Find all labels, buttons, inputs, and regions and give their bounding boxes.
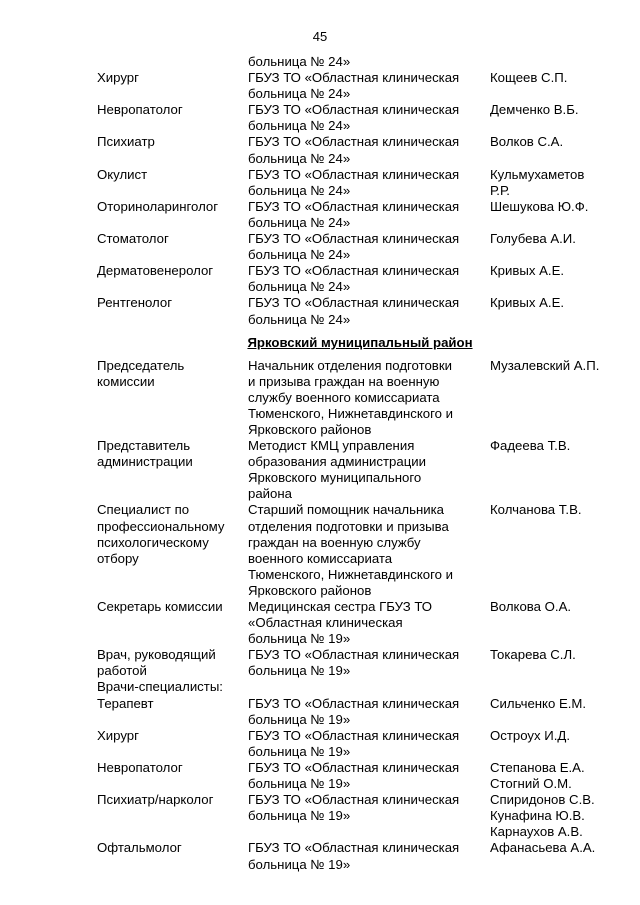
cell-line: Фадеева Т.В. bbox=[490, 438, 571, 454]
cell-line: Ярковского муниципального bbox=[248, 470, 422, 486]
cell-line: ГБУЗ ТО «Областная клиническая bbox=[248, 792, 460, 808]
cell-line: больница № 24» bbox=[248, 214, 351, 230]
cell-line: Старший помощник начальника bbox=[248, 502, 445, 518]
table-row bbox=[97, 102, 627, 134]
table-row bbox=[97, 134, 627, 166]
cell-line: ГБУЗ ТО «Областная клиническая bbox=[248, 198, 460, 214]
cell-line: образования администрации bbox=[248, 454, 426, 470]
cell-line: Офтальмолог bbox=[97, 840, 182, 856]
table-row bbox=[97, 70, 627, 102]
organization-cell bbox=[248, 696, 490, 728]
section-rows-1 bbox=[97, 54, 627, 328]
person-cell bbox=[490, 134, 627, 166]
cell-line: Тюменского, Нижнетавдинского и bbox=[248, 566, 453, 582]
organization-cell bbox=[248, 599, 490, 647]
organization-cell bbox=[248, 760, 490, 792]
role-cell bbox=[97, 263, 248, 295]
cell-line: профессиональному bbox=[97, 518, 225, 534]
cell-line: Степанова Е.А. bbox=[490, 759, 585, 775]
cell-line: больница № 24» bbox=[248, 182, 351, 198]
cell-line: отделения подготовки и призыва bbox=[248, 518, 449, 534]
cell-line: Невропатолог bbox=[97, 102, 183, 118]
person-cell bbox=[490, 599, 627, 647]
cell-line: работой bbox=[97, 663, 147, 679]
cell-line: Кривых А.Е. bbox=[490, 263, 565, 279]
cell-line: ГБУЗ ТО «Областная клиническая bbox=[248, 759, 460, 775]
person-cell bbox=[490, 167, 627, 199]
table-row bbox=[97, 728, 627, 760]
cell-line: Хирург bbox=[97, 727, 139, 743]
cell-line: Музалевский А.П. bbox=[490, 357, 600, 373]
cell-line: Представитель bbox=[97, 438, 191, 454]
organization-cell bbox=[248, 263, 490, 295]
role-cell bbox=[97, 134, 248, 166]
cell-line: администрации bbox=[97, 454, 193, 470]
cell-line: Кощеев С.П. bbox=[490, 70, 568, 86]
table-row bbox=[97, 840, 627, 872]
cell-line: Психиатр bbox=[97, 134, 155, 150]
person-cell bbox=[490, 728, 627, 760]
organization-cell bbox=[248, 438, 490, 502]
cell-line: ГБУЗ ТО «Областная клиническая bbox=[248, 166, 460, 182]
cell-line: больница № 19» bbox=[248, 808, 351, 824]
cell-line: Специалист по bbox=[97, 502, 190, 518]
cell-line: Рентгенолог bbox=[97, 295, 173, 311]
cell-line: и призыва граждан на военную bbox=[248, 373, 440, 389]
cell-line: Спиридонов С.В. bbox=[490, 792, 595, 808]
cell-line: ГБУЗ ТО «Областная клиническая bbox=[248, 263, 460, 279]
commission-table bbox=[97, 54, 627, 873]
table-row bbox=[97, 760, 627, 792]
person-cell bbox=[490, 438, 627, 502]
cell-line: Методист КМЦ управления bbox=[248, 438, 415, 454]
page-number: 45 bbox=[312, 29, 328, 44]
role-cell bbox=[97, 199, 248, 231]
person-cell bbox=[490, 358, 627, 438]
role-cell bbox=[97, 102, 248, 134]
role-cell bbox=[97, 54, 248, 70]
cell-line: Медицинская сестра ГБУЗ ТО bbox=[248, 599, 433, 614]
cell-line: Р.Р. bbox=[490, 182, 510, 198]
person-cell bbox=[490, 792, 627, 840]
cell-line: ГБУЗ ТО «Областная клиническая bbox=[248, 70, 460, 86]
organization-cell bbox=[248, 70, 490, 102]
cell-line: больница № 19» bbox=[248, 743, 351, 759]
role-cell bbox=[97, 760, 248, 792]
cell-line: Афанасьева А.А. bbox=[490, 840, 596, 856]
role-cell bbox=[97, 295, 248, 327]
organization-cell bbox=[248, 840, 490, 872]
cell-line: Сильченко Е.М. bbox=[490, 695, 587, 711]
table-row bbox=[97, 792, 627, 840]
cell-line: Ярковского районов bbox=[248, 582, 372, 598]
table-row bbox=[97, 438, 627, 502]
cell-line: ГБУЗ ТО «Областная клиническая bbox=[248, 695, 460, 711]
organization-cell bbox=[248, 231, 490, 263]
cell-line: Хирург bbox=[97, 70, 139, 86]
role-cell bbox=[97, 167, 248, 199]
cell-line: больница № 19» bbox=[248, 856, 351, 872]
organization-cell bbox=[248, 728, 490, 760]
cell-line: больница № 24» bbox=[248, 118, 351, 134]
role-cell bbox=[97, 70, 248, 102]
cell-line: ГБУЗ ТО «Областная клиническая bbox=[248, 727, 460, 743]
organization-cell bbox=[248, 295, 490, 327]
cell-line: Карнаухов А.В. bbox=[490, 824, 583, 840]
cell-line: комиссии bbox=[97, 373, 155, 389]
organization-cell bbox=[248, 167, 490, 199]
cell-line: Ярковского районов bbox=[248, 421, 372, 437]
cell-line: Тюменского, Нижнетавдинского и bbox=[248, 405, 453, 421]
cell-line: Невропатолог bbox=[97, 759, 183, 775]
cell-line: Шешукова Ю.Ф. bbox=[490, 198, 589, 214]
role-cell bbox=[97, 231, 248, 263]
person-cell bbox=[490, 696, 627, 728]
cell-line: больница № 24» bbox=[248, 247, 351, 263]
cell-line: Врачи-специалисты: bbox=[97, 679, 223, 695]
cell-line: Председатель bbox=[97, 357, 185, 373]
organization-cell bbox=[248, 647, 490, 695]
cell-line: Оториноларинголог bbox=[97, 198, 219, 214]
cell-line: больница № 24» bbox=[248, 311, 351, 327]
cell-line: больница № 19» bbox=[248, 663, 351, 679]
table-row bbox=[97, 54, 627, 70]
cell-line: ГБУЗ ТО «Областная клиническая bbox=[248, 134, 460, 150]
cell-line: Колчанова Т.В. bbox=[490, 502, 582, 518]
organization-cell bbox=[248, 358, 490, 438]
cell-line: Кульмухаметов bbox=[490, 166, 585, 182]
table-row bbox=[97, 696, 627, 728]
organization-cell bbox=[248, 199, 490, 231]
cell-line: Стогний О.М. bbox=[490, 776, 572, 792]
cell-line: Токарева С.Л. bbox=[490, 647, 576, 663]
person-cell bbox=[490, 263, 627, 295]
cell-line: Голубева А.И. bbox=[490, 231, 576, 247]
cell-line: Демченко В.Б. bbox=[490, 102, 579, 118]
role-cell bbox=[97, 358, 248, 438]
cell-line: Окулист bbox=[97, 166, 148, 182]
role-cell bbox=[97, 502, 248, 599]
cell-line: больница № 24» bbox=[248, 86, 351, 102]
table-row bbox=[97, 358, 627, 438]
table-row bbox=[97, 231, 627, 263]
table-row bbox=[97, 647, 627, 695]
table-row bbox=[97, 502, 627, 599]
person-cell bbox=[490, 760, 627, 792]
person-cell bbox=[490, 231, 627, 263]
role-cell bbox=[97, 696, 248, 728]
person-cell bbox=[490, 295, 627, 327]
cell-line: больница № 19» bbox=[248, 711, 351, 727]
table-row bbox=[97, 199, 627, 231]
cell-line: ГБУЗ ТО «Областная клиническая bbox=[248, 840, 460, 856]
person-cell bbox=[490, 647, 627, 695]
cell-line: больница № 24» bbox=[248, 54, 351, 69]
cell-line: Кривых А.Е. bbox=[490, 295, 565, 311]
cell-line: ГБУЗ ТО «Областная клиническая bbox=[248, 295, 460, 311]
district-heading: Ярковский муниципальный район bbox=[247, 334, 473, 350]
cell-line: отбору bbox=[97, 550, 139, 566]
role-cell bbox=[97, 599, 248, 647]
person-cell bbox=[490, 102, 627, 134]
table-row bbox=[97, 167, 627, 199]
cell-line: больница № 19» bbox=[248, 776, 351, 792]
cell-line: больница № 24» bbox=[248, 150, 351, 166]
cell-line: ГБУЗ ТО «Областная клиническая bbox=[248, 647, 460, 663]
cell-line: Кунафина Ю.В. bbox=[490, 808, 585, 824]
cell-line: больница № 24» bbox=[248, 279, 351, 295]
cell-line: службу военного комиссариата bbox=[248, 389, 440, 405]
role-cell bbox=[97, 438, 248, 502]
table-row bbox=[97, 263, 627, 295]
person-cell bbox=[490, 502, 627, 599]
cell-line: Начальник отделения подготовки bbox=[248, 357, 452, 373]
person-cell bbox=[490, 70, 627, 102]
role-cell bbox=[97, 728, 248, 760]
cell-line: больница № 19» bbox=[248, 631, 351, 647]
cell-line: Остроух И.Д. bbox=[490, 727, 571, 743]
cell-line: психологическому bbox=[97, 534, 209, 550]
cell-line: Волков С.А. bbox=[490, 134, 564, 150]
person-cell bbox=[490, 54, 627, 70]
role-cell bbox=[97, 792, 248, 840]
organization-cell bbox=[248, 102, 490, 134]
cell-line: района bbox=[248, 486, 292, 502]
cell-line: ГБУЗ ТО «Областная клиническая bbox=[248, 231, 460, 247]
cell-line: Стоматолог bbox=[97, 231, 169, 247]
cell-line: военного комиссариата bbox=[248, 550, 393, 566]
table-row bbox=[97, 295, 627, 327]
table-row bbox=[97, 599, 627, 647]
role-cell bbox=[97, 647, 248, 695]
organization-cell bbox=[248, 792, 490, 840]
cell-line: ГБУЗ ТО «Областная клиническая bbox=[248, 102, 460, 118]
organization-cell bbox=[248, 54, 490, 70]
role-cell bbox=[97, 840, 248, 872]
person-cell bbox=[490, 840, 627, 872]
organization-cell bbox=[248, 502, 490, 599]
cell-line: Волкова О.А. bbox=[490, 599, 572, 614]
cell-line: Секретарь комиссии bbox=[97, 599, 223, 614]
cell-line: Психиатр/нарколог bbox=[97, 792, 214, 808]
cell-line: Врач, руководящий bbox=[97, 647, 216, 663]
section-rows-2 bbox=[97, 358, 627, 873]
cell-line: Дерматовенеролог bbox=[97, 263, 214, 279]
person-cell bbox=[490, 199, 627, 231]
cell-line: «Областная клиническая bbox=[248, 615, 403, 631]
cell-line: Терапевт bbox=[97, 695, 154, 711]
organization-cell bbox=[248, 134, 490, 166]
cell-line: граждан на военную службу bbox=[248, 534, 421, 550]
